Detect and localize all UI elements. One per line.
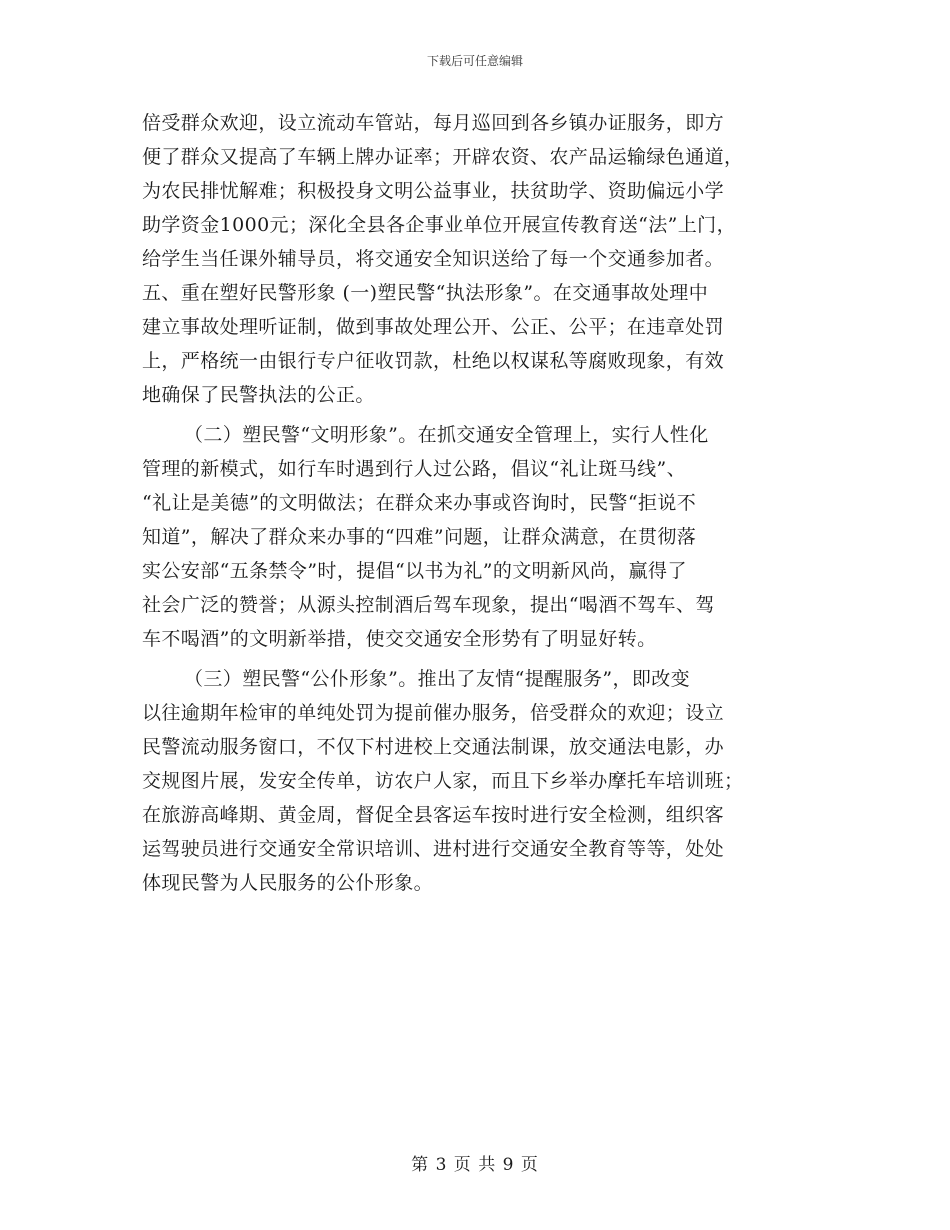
text-line: 知道”，解决了群众来办事的“四难”问题，让群众满意，在贯彻落 [142,526,697,548]
text-line: 车不喝酒”的文明新举措，使交交通安全形势有了明显好转。 [142,628,657,650]
text-line: （三）塑民警“公仆形象”。推出了友情“提醒服务”，即改变 [184,668,691,690]
paragraph [142,418,808,656]
text-line: 上，严格统一由银行专户征收罚款，杜绝以权谋私等腐败现象，有效 [142,350,725,372]
text-line: 交规图片展，发安全传单，访农户人家，而且下乡举办摩托车培训班； [142,770,744,792]
text-line: 五、重在塑好民警形象 (一)塑民警“执法形象”。在交通事故处理中 [142,282,709,304]
text-line: 地确保了民警执法的公正。 [142,384,375,406]
text-line: 民警流动服务窗口，不仅下村进校上交通法制课，放交通法电影，办 [142,736,725,758]
text-line: 为农民排忧解难；积极投身文明公益事业，扶贫助学、资助偏远小学 [142,180,725,202]
page-number: 第 3 页 共 9 页 [411,1155,539,1175]
text-line: 实公安部“五条禁令”时，提倡“以书为礼”的文明新风尚，赢得了 [142,560,687,582]
text-line: 社会广泛的赞誉；从源头控制酒后驾车现象，提出“喝酒不驾车、驾 [142,594,715,616]
text-line: 助学资金1000元；深化全县各企事业单位开展宣传教育送“法”上门， [142,214,736,236]
text-line: 倍受群众欢迎，设立流动车管站，每月巡回到各乡镇办证服务，即方 [142,112,725,134]
text-line: 运驾驶员进行交通安全常识培训、进村进行交通安全教育等等，处处 [142,838,725,860]
text-line: 以往逾期年检审的单纯处罚为提前催办服务，倍受群众的欢迎；设立 [142,702,725,724]
document-body [142,106,808,900]
text-line: 给学生当任课外辅导员，将交通安全知识送给了每一个交通参加者。 [142,248,725,270]
text-line: 管理的新模式，如行车时遇到行人过公路，倡议“礼让斑马线”、 [142,458,687,480]
text-line: （二）塑民警“文明形象”。在抓交通安全管理上，实行人性化 [184,424,709,446]
text-line: 在旅游高峰期、黄金周，督促全县客运车按时进行安全检测，组织客 [142,804,725,826]
text-line: 体现民警为人民服务的公仆形象。 [142,872,434,894]
paragraph [142,106,808,412]
text-line: “礼让是美德”的文明做法；在群众来办事或咨询时，民警“拒说不 [142,492,697,514]
paragraph [142,662,808,900]
text-line: 建立事故处理听证制，做到事故处理公开、公正、公平；在违章处罚 [142,316,725,338]
text-line: 便了群众又提高了车辆上牌办证率；开辟农资、农产品运输绿色通道， [142,146,744,168]
header-note: 下载后可任意编辑 [426,54,523,68]
